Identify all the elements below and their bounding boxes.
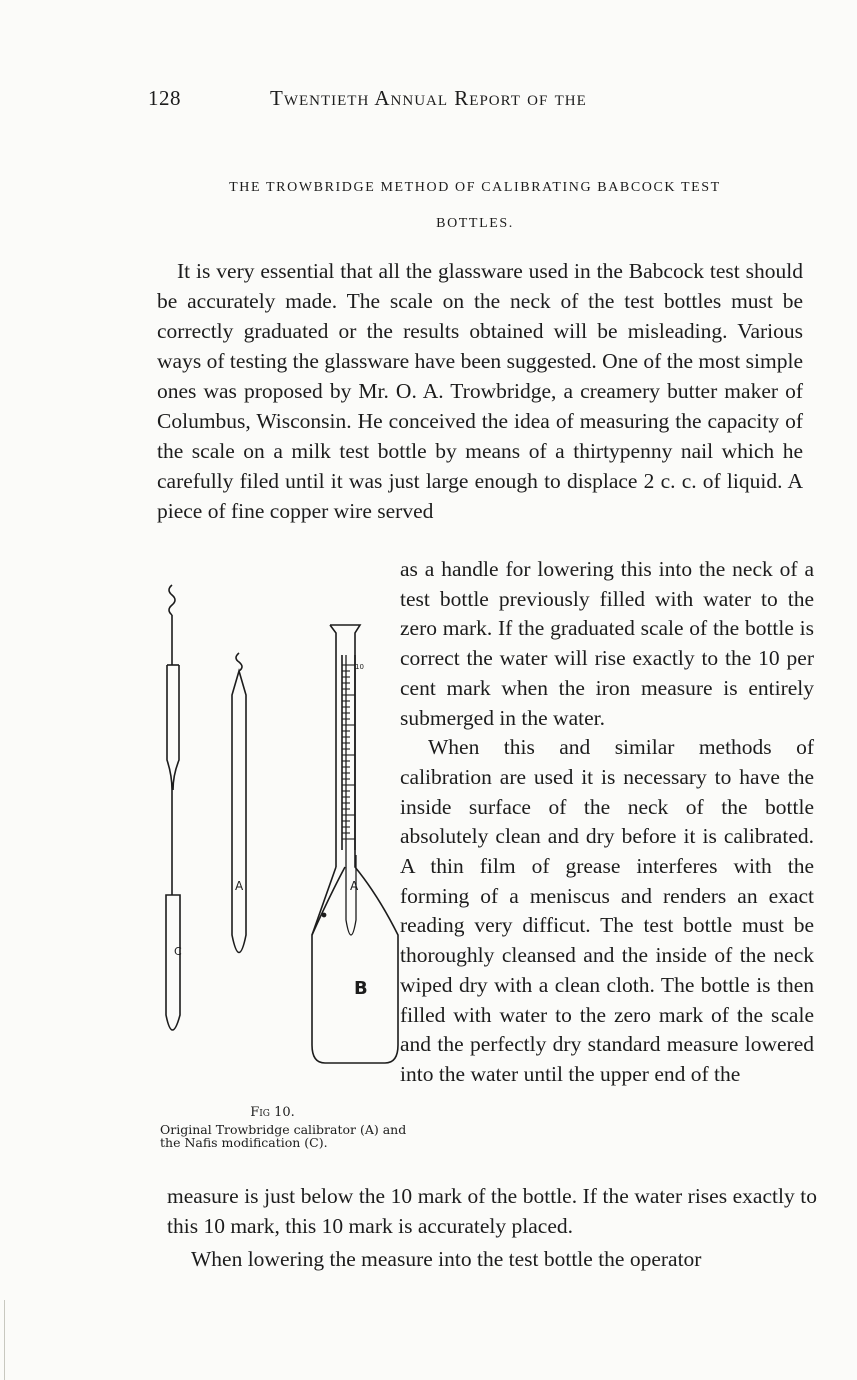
body-paragraph-1-continued: as a handle for lowering this into the neck of a test bottle previously filled with water to the zero mark. If the graduated scale of the bottle is correct the water will rise exactly to the 10 per cent mark when the iron measure is entirely submerged in the water. bbox=[400, 557, 814, 730]
wrapped-text-column bbox=[400, 555, 814, 1090]
nafis-calibrator-c bbox=[166, 585, 180, 1030]
body-paragraph-3: When lowering the measure into the test bottle the operator bbox=[191, 1247, 702, 1271]
bottle-scale-ticks bbox=[342, 665, 355, 839]
figure-number: Fig 10. bbox=[250, 1105, 295, 1120]
calibrator-illustration bbox=[150, 575, 400, 1075]
page-edge-line bbox=[4, 1300, 5, 1380]
calibrator-figure bbox=[150, 575, 400, 1075]
figure-label-b: B bbox=[354, 978, 368, 999]
body-paragraph-2: When this and similar methods of calibration are used it is necessary to have the inside surface of the neck of the bottle absolutely clean and dry before it is calibrated. A thin film of grease interferes with the forming of a meniscus and renders an exact reading very difficut. The test bottle must be thoroughly cleansed and the inside of the neck wiped dry with a clean cloth. The bottle is then filled with water to the zero mark of the scale and the perfectly dry standard measure lowered into the water until the upper end of the bbox=[400, 735, 814, 1086]
figure-label-c: C bbox=[174, 945, 182, 958]
body-paragraph-1: It is very essential that all the glassware used in the Babcock test should be accurately made. The scale on the neck of the test bottles must be correctly graduated or the results obtained will be misleading. Various ways of testing the glassware have been suggested. One of the most simple ones was proposed by Mr. O. A. Trowbridge, a creamery butter maker of Columbus, Wisconsin. He conceived the idea of measuring the capacity of the scale on a milk test bottle by means of a thirtypenny nail which he carefully filed until it was just large enough to displace 2 c. c. of liquid. A piece of fine copper wire served bbox=[157, 259, 803, 523]
trowbridge-calibrator-a bbox=[232, 653, 246, 953]
figure-caption-text: Original Trowbridge calibrator (A) and the Nafis modification (C). bbox=[160, 1122, 407, 1150]
page-number: 128 bbox=[148, 86, 181, 110]
figure-label-a-in-bottle: A bbox=[350, 879, 359, 893]
figure-caption bbox=[160, 1106, 415, 1149]
body-paragraph-2-continued: measure is just below the 10 mark of the bottle. If the water rises exactly to this 10 mark, this 10 mark is accurately placed. bbox=[167, 1184, 817, 1238]
section-title-line-1: THE TROWBRIDGE METHOD OF CALIBRATING BABCOCK TEST bbox=[229, 180, 721, 195]
section-title-line-2: BOTTLES. bbox=[436, 216, 514, 231]
figure-label-a: A bbox=[235, 879, 244, 893]
scale-top-mark: 10 bbox=[355, 663, 364, 671]
running-title: Twentieth Annual Report of the bbox=[270, 86, 587, 110]
section-title bbox=[150, 170, 800, 242]
